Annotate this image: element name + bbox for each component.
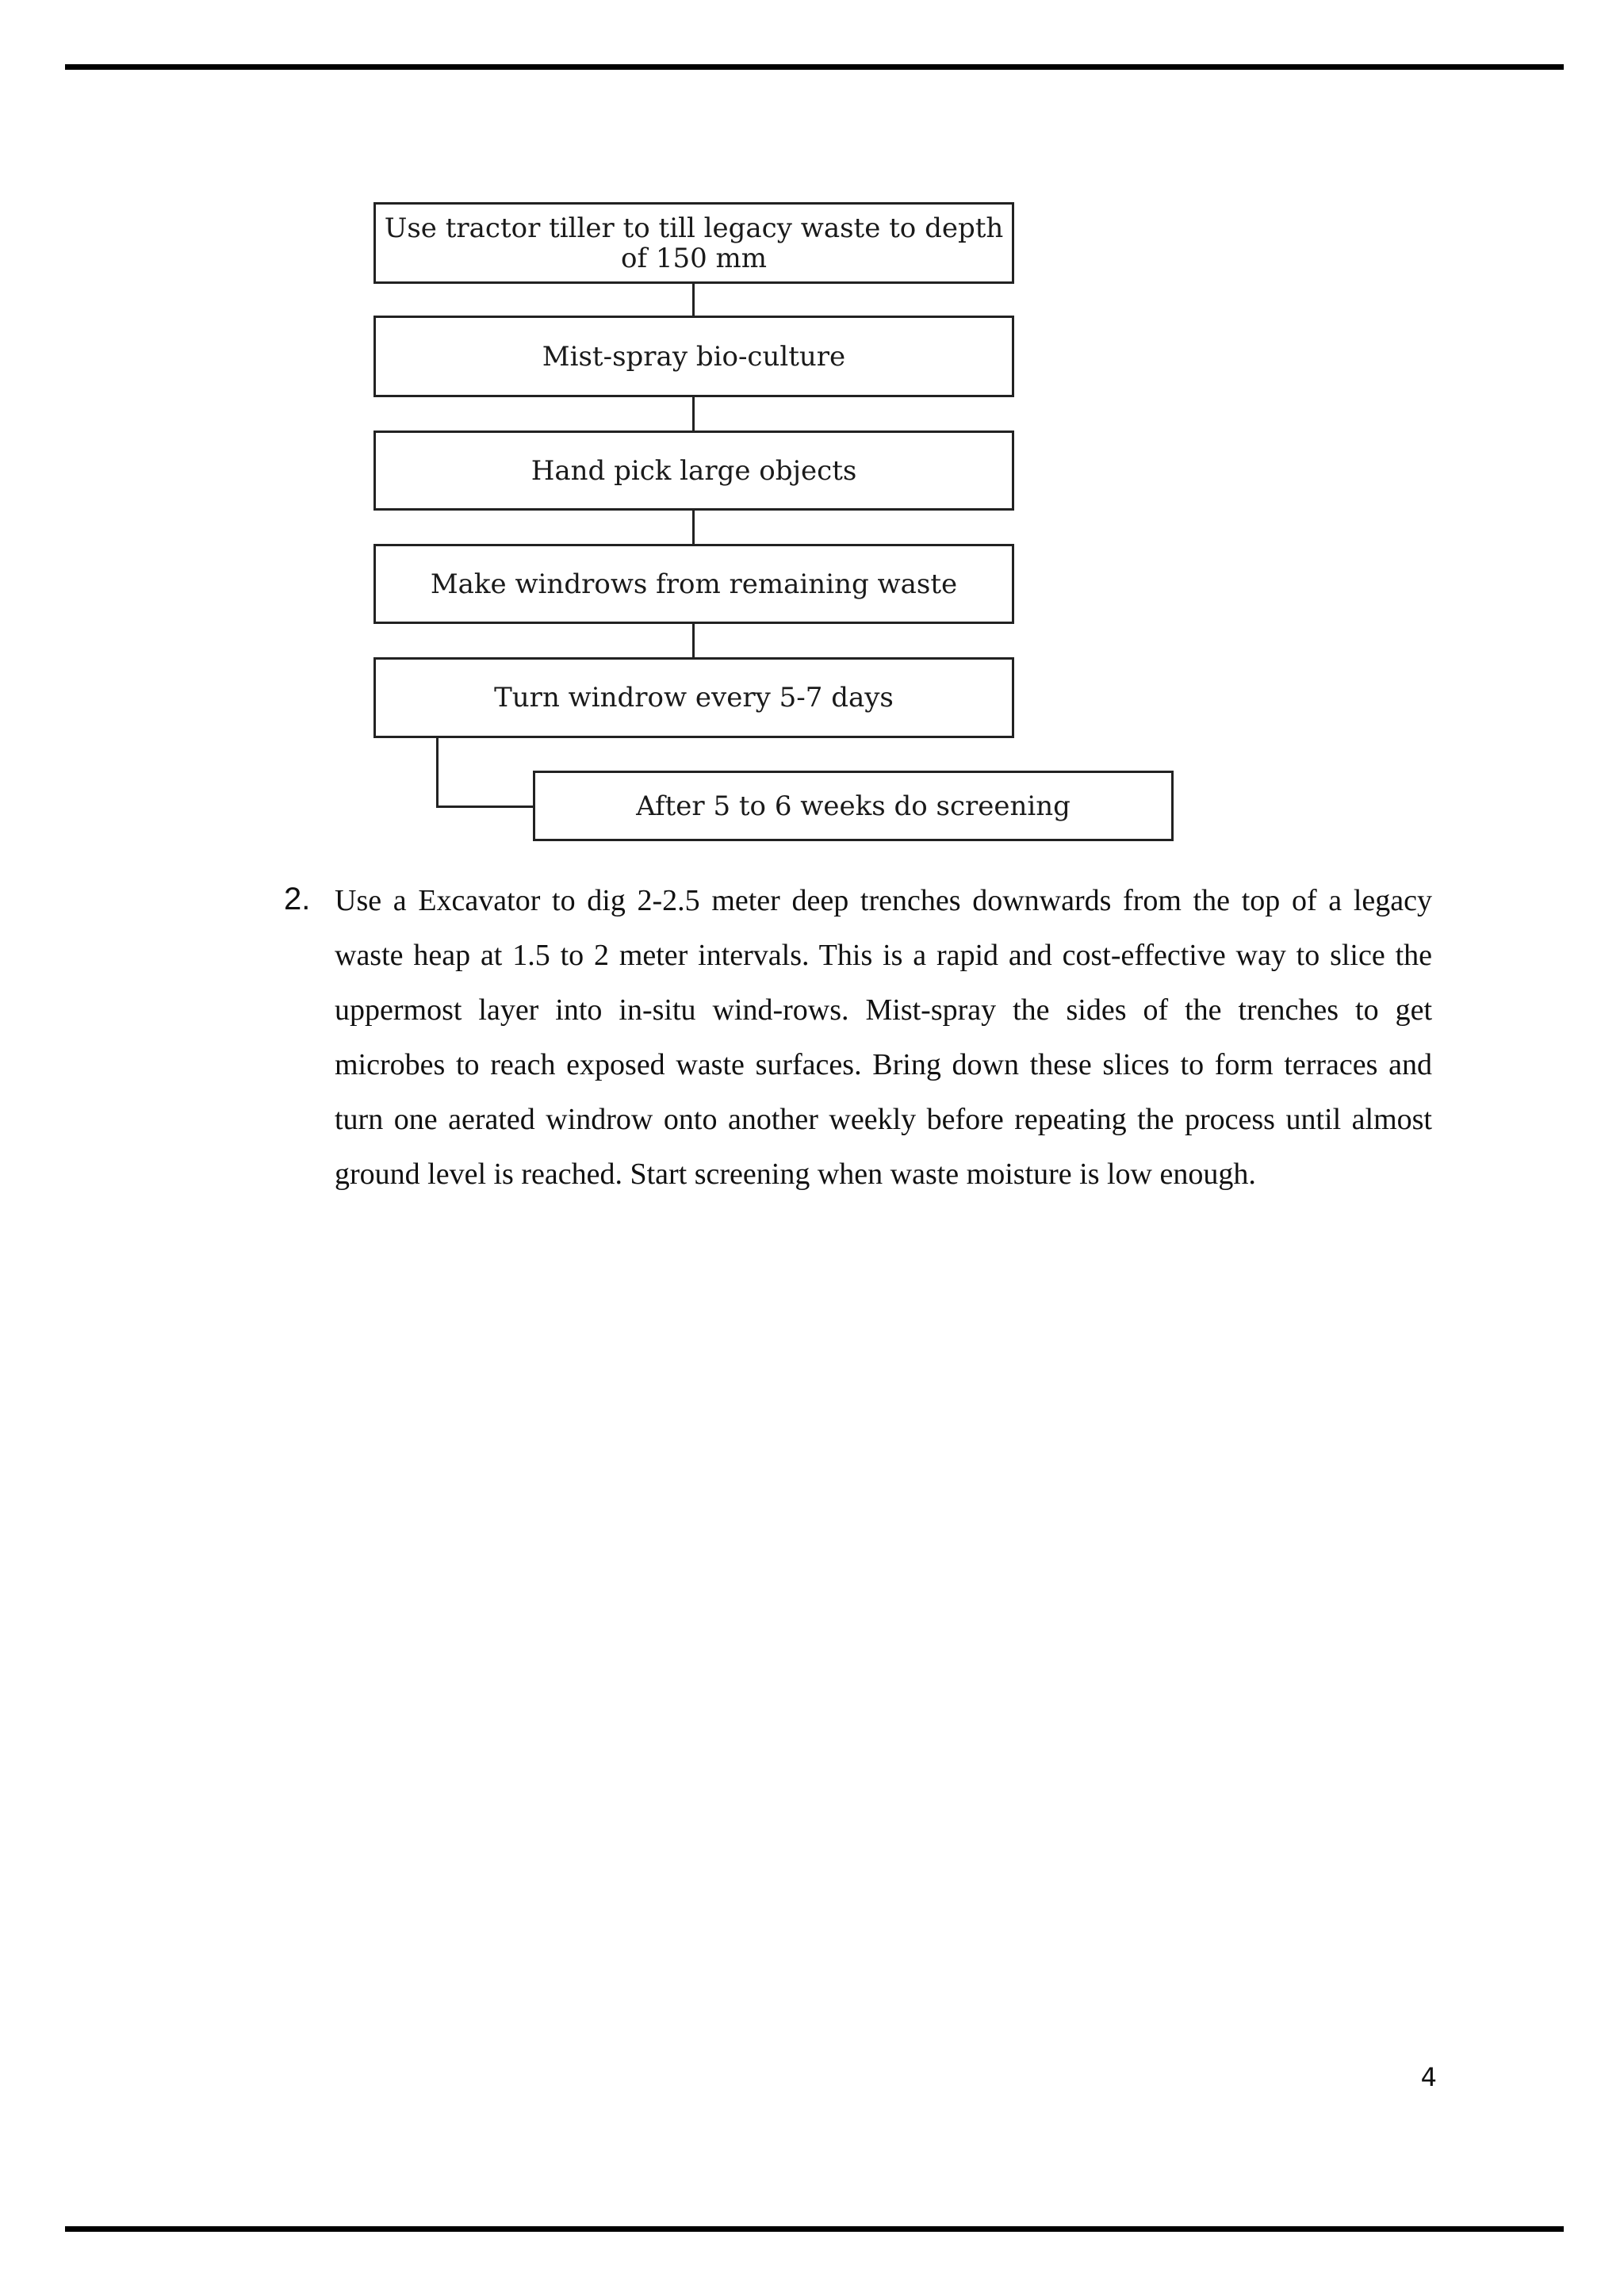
flowchart-step-6	[533, 771, 1174, 841]
flowchart-step-4	[373, 544, 1014, 624]
flowchart-step-6-label: After 5 to 6 weeks do screening	[636, 790, 1071, 822]
connector-5-6-horizontal	[436, 806, 534, 808]
connector-5-6-vertical	[436, 738, 439, 808]
connector-3-4	[692, 511, 695, 544]
flowchart-step-5-label: Turn windrow every 5-7 days	[494, 682, 894, 714]
list-item-text: Use a Excavator to dig 2-2.5 meter deep trenches downwards from the top of a legacy waste heap at 1.5 to 2 meter intervals. This is a rapid and cost-effective way to slice the uppermost layer into in-situ wind-rows. Mist-spray the sides of the trenches to get microbes to reach exposed waste surfaces. Bring down these slices to form terraces and turn one aerated windrow onto another weekly before repeating the process until almost ground level is reached. Start screening when waste moisture is low enough.	[335, 884, 1432, 1191]
connector-1-2	[692, 284, 695, 316]
process-flowchart	[0, 0, 1624, 872]
flowchart-step-3	[373, 430, 1014, 511]
flowchart-step-1	[373, 202, 1014, 284]
footer-rule	[65, 2226, 1564, 2232]
flowchart-step-2-label: Mist-spray bio-culture	[542, 340, 846, 373]
connector-4-5	[692, 624, 695, 657]
flowchart-step-1-label: Use tractor tiller to till legacy waste to depth of 150 mm	[384, 212, 1004, 274]
flowchart-step-2	[373, 316, 1014, 397]
page-number: 4	[1420, 2062, 1437, 2092]
flowchart-step-4-label: Make windrows from remaining waste	[430, 568, 958, 600]
flowchart-step-3-label: Hand pick large objects	[530, 454, 857, 487]
connector-2-3	[692, 397, 695, 430]
list-item-number: 2.	[284, 882, 311, 916]
flowchart-step-5	[373, 657, 1014, 738]
